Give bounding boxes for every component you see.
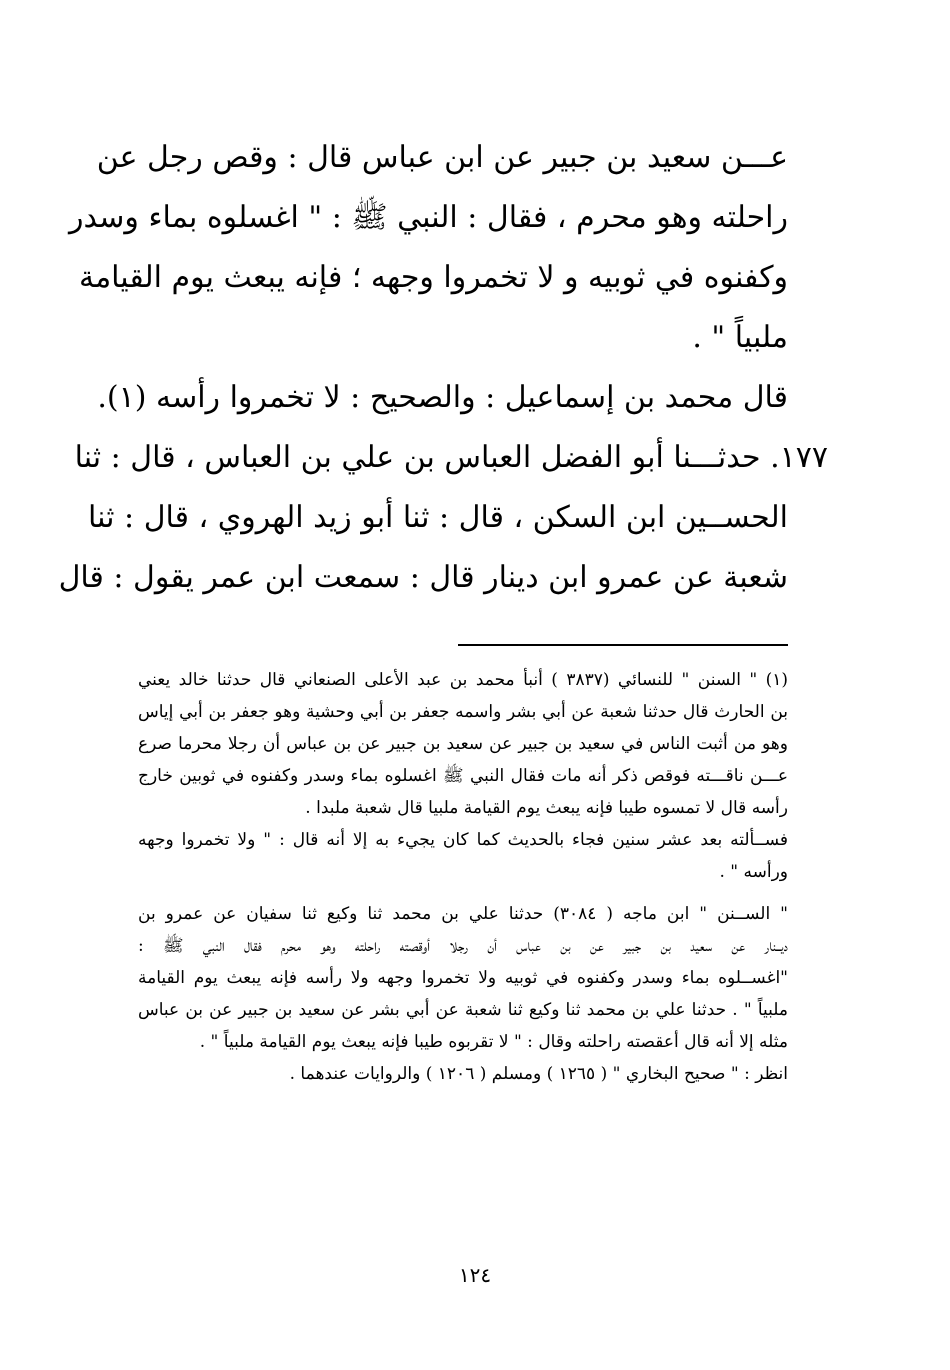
footnote-line-2: بن الحارث قال حدثنا شعبة عن أبي بشر واسمه جعفر بن أبي وحشية وهو جعفر بن أبي إياس (138, 702, 788, 722)
footnote-line-8: " الســنن " ابن ماجه ( ٣٠٨٤) حدثنا علي بن محمد ثنا وكيع ثنا سفيان عن عمرو بن (138, 904, 788, 924)
main-line-2: راحلته وهو محرم ، فقال : النبي ﷺ : " اغسلوه بماء وسدر (69, 200, 788, 235)
main-line-1: عـــن سعيد بن جبير عن ابن عباس قال : وقص رجل عن (96, 140, 788, 175)
footnote-gap (138, 888, 788, 898)
page-number: ١٢٤ (458, 1263, 492, 1287)
main-line-3: وكفنوه في ثوبيه و لا تخمروا وجهه ؛ فإنه يبعث يوم القيامة (79, 260, 788, 295)
footnote-line-7: ورأسه " . (719, 862, 788, 882)
main-line-5: قال محمد بن إسماعيل : والصحيح : لا تخمروا رأسه (١). (97, 380, 788, 415)
footnotes-block (138, 664, 788, 1090)
footnote-line-9: ديــنار عن سعيد بن جبير عن بن عباس أن رجلا أوقصته راحلته وهو محرم فقال النبي ﷺ : (138, 936, 788, 956)
footnote-line-13: انظر : " صحيح البخاري " ( ١٢٦٥ ) ومسلم ( ١٢٠٦ ) والروايات عندهما . (289, 1064, 788, 1084)
footnote-line-10: "اغســلوه بماء وسدر وكفنوه في ثوبيه ولا تخمروا وجهه ولا رأسه فإنه يبعث يوم القيامة (138, 968, 788, 988)
main-line-7: الحســين ابن السكن ، قال : ثنا أبو زيد الهروي ، قال : ثنا (87, 500, 788, 535)
main-line-6: ١٧٧. حدثـــنا أبو الفضل العباس بن علي بن العباس ، قال : ثنا (74, 440, 828, 475)
footnote-line-3: وهو من أثبت الناس في سعيد بن جبير عن سعيد بن جبير عن بن عباس أن رجلا محرما صرع (138, 734, 788, 754)
footnote-line-4: عـــن ناقـــته فوقص ذكر أنه مات فقال النبي ﷺ اغسلوه بماء وسدر وكفنوه في ثوبين خارج (138, 766, 788, 786)
footnote-line-1: (١) " السنن " للنسائي (٣٨٣٧ ) أنبأ محمد بن عبد الأعلى الصنعاني قال حدثنا خالد يعني (138, 670, 789, 690)
footnote-separator (458, 644, 788, 646)
footnote-line-11: ملبياً " . حدثنا علي بن محمد ثنا وكيع ثنا شعبة عن أبي بشر عن سعيد بن جبير عن بن عباس (138, 1000, 788, 1020)
main-text-block (58, 128, 828, 608)
main-line-4: ملبياً " . (692, 320, 788, 355)
footnote-line-12: مثله إلا أنه قال أعقصته راحلته وقال : " لا تقربوه طيبا فإنه يبعث يوم القيامة ملبياً " . (199, 1032, 788, 1052)
main-line-8: شعبة عن عمرو ابن دينار قال : سمعت ابن عمر يقول : قال (58, 560, 788, 595)
footnote-line-6: فســألته بعد عشر سنين فجاء بالحديث كما كان يجيء به إلا أنه قال : " ولا تخمروا وجهه (138, 830, 788, 850)
footnote-line-5: رأسه قال لا تمسوه طيبا فإنه يبعث يوم القيامة ملبيا قال شعبة ملبدا . (305, 798, 788, 818)
